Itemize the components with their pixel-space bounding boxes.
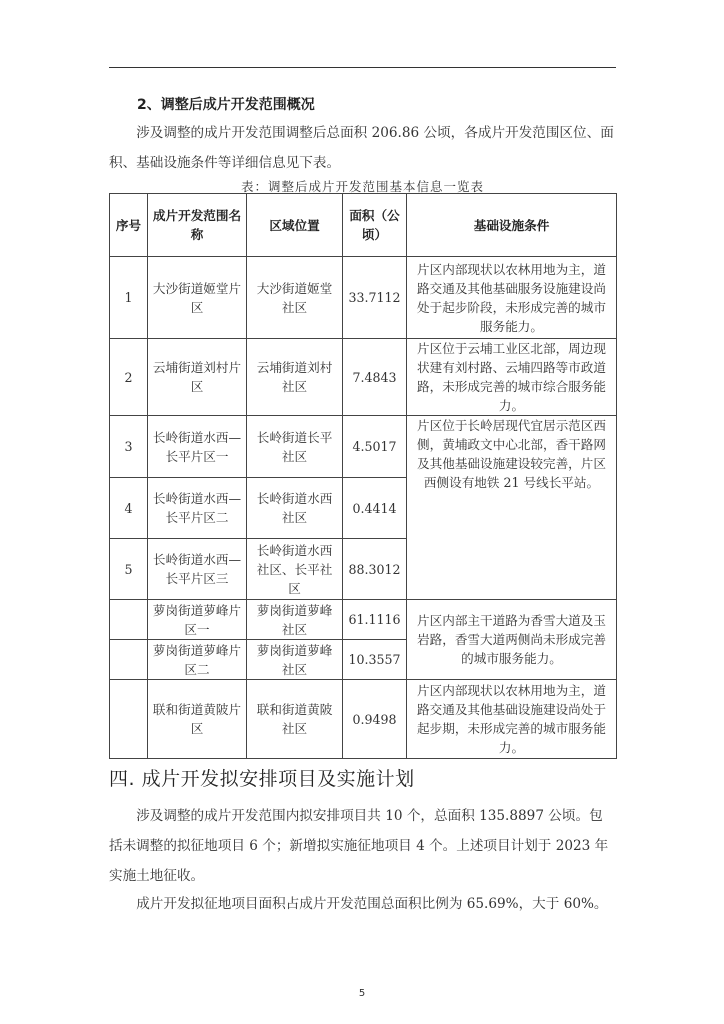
table-row — [110, 339, 617, 416]
cell-name: 联和街道黄陂片区 — [148, 680, 247, 759]
cell-area: 61.1116 — [343, 600, 407, 640]
cell-location: 长岭街道长平社区 — [247, 416, 343, 478]
cell-name: 长岭街道水西—长平片区三 — [148, 539, 247, 600]
table-caption: 表：调整后成片开发范围基本信息一览表 — [240, 179, 484, 194]
cell-location: 萝岗街道萝峰社区 — [247, 640, 343, 680]
cell-seq: 3 — [110, 416, 148, 478]
header-infra: 基础设施条件 — [407, 194, 617, 257]
cell-name: 长岭街道水西—长平片区二 — [148, 478, 247, 539]
cell-area: 7.4843 — [343, 339, 407, 416]
cell-seq: 5 — [110, 539, 148, 600]
cell-infra: 片区内部现状以农林用地为主，道路交通及其他基础服务设施建设尚处于起步阶段，未形成完善的城市服务能力。 — [407, 257, 617, 339]
header-area: 面积（公顷） — [343, 194, 407, 257]
cell-location: 萝岗街道萝峰社区 — [247, 600, 343, 640]
table-row — [110, 416, 617, 478]
header-location: 区域位置 — [247, 194, 343, 257]
header-seq: 序号 — [110, 194, 148, 257]
cell-name: 萝岗街道萝峰片区一 — [148, 600, 247, 640]
page-number: 5 — [358, 988, 366, 999]
cell-seq: 1 — [110, 257, 148, 339]
cell-seq: 2 — [110, 339, 148, 416]
section-heading: 2、调整后成片开发范围概况 — [137, 97, 315, 113]
ratio-paragraph: 成片开发拟征地项目面积占成片开发范围总面积比例为 65.69%，大于 60%。 — [136, 896, 608, 912]
cell-name: 大沙街道姬堂片区 — [148, 257, 247, 339]
cell-seq — [110, 640, 148, 680]
header-name: 成片开发范围名称 — [148, 194, 247, 257]
cell-location: 联和街道黄陂社区 — [247, 680, 343, 759]
cell-seq — [110, 600, 148, 640]
cell-infra: 片区内部现状以农林用地为主，道路交通及其他基础设施建设尚处于起步期，未形成完善的城市服务能力。 — [407, 680, 617, 759]
cell-seq — [110, 680, 148, 759]
cell-area: 33.7112 — [343, 257, 407, 339]
cell-name: 云埔街道刘村片区 — [148, 339, 247, 416]
intro-paragraph: 涉及调整的成片开发范围调整后总面积 206.86 公顷，各成片开发范围区位、面积、基础设施条件等详细信息见下表。 — [109, 125, 614, 171]
cell-infra: 片区内部主干道路为香雪大道及玉岩路，香雪大道两侧尚未形成完善的城市服务能力。 — [407, 600, 617, 680]
cell-infra: 片区位于长岭居现代宜居示范区西侧，黄埔政文中心北部，香干路网及其他基础设施建设较完善，片区西侧设有地铁 21 号线长平站。 — [407, 416, 617, 600]
cell-infra: 片区位于云埔工业区北部，周边现状建有刘村路、云埔四路等市政道路，未形成完善的城市综合服务能力。 — [407, 339, 617, 416]
cell-location: 长岭街道水西社区、长平社区 — [247, 539, 343, 600]
cell-location: 云埔街道刘村社区 — [247, 339, 343, 416]
cell-area: 88.3012 — [343, 539, 407, 600]
cell-location: 长岭街道水西社区 — [247, 478, 343, 539]
cell-seq: 4 — [110, 478, 148, 539]
plan-paragraph: 涉及调整的成片开发范围内拟安排项目共 10 个，总面积 135.8897 公顷。包括未调整的拟征地项目 6 个；新增拟实施征地项目 4 个。上述项目计划于 2023 年实施土地征收。 — [109, 808, 609, 884]
table-row — [110, 680, 617, 759]
info-table — [109, 193, 617, 759]
cell-area: 0.9498 — [343, 680, 407, 759]
cell-area: 0.4414 — [343, 478, 407, 539]
table-row — [110, 600, 617, 640]
table-header-row — [110, 194, 617, 257]
chapter-heading: 四. 成片开发拟安排项目及实施计划 — [109, 768, 415, 790]
cell-name: 长岭街道水西—长平片区一 — [148, 416, 247, 478]
cell-location: 大沙街道姬堂社区 — [247, 257, 343, 339]
cell-area: 10.3557 — [343, 640, 407, 680]
cell-name: 萝岗街道萝峰片区二 — [148, 640, 247, 680]
header-rule — [109, 67, 616, 68]
cell-area: 4.5017 — [343, 416, 407, 478]
table-row — [110, 257, 617, 339]
